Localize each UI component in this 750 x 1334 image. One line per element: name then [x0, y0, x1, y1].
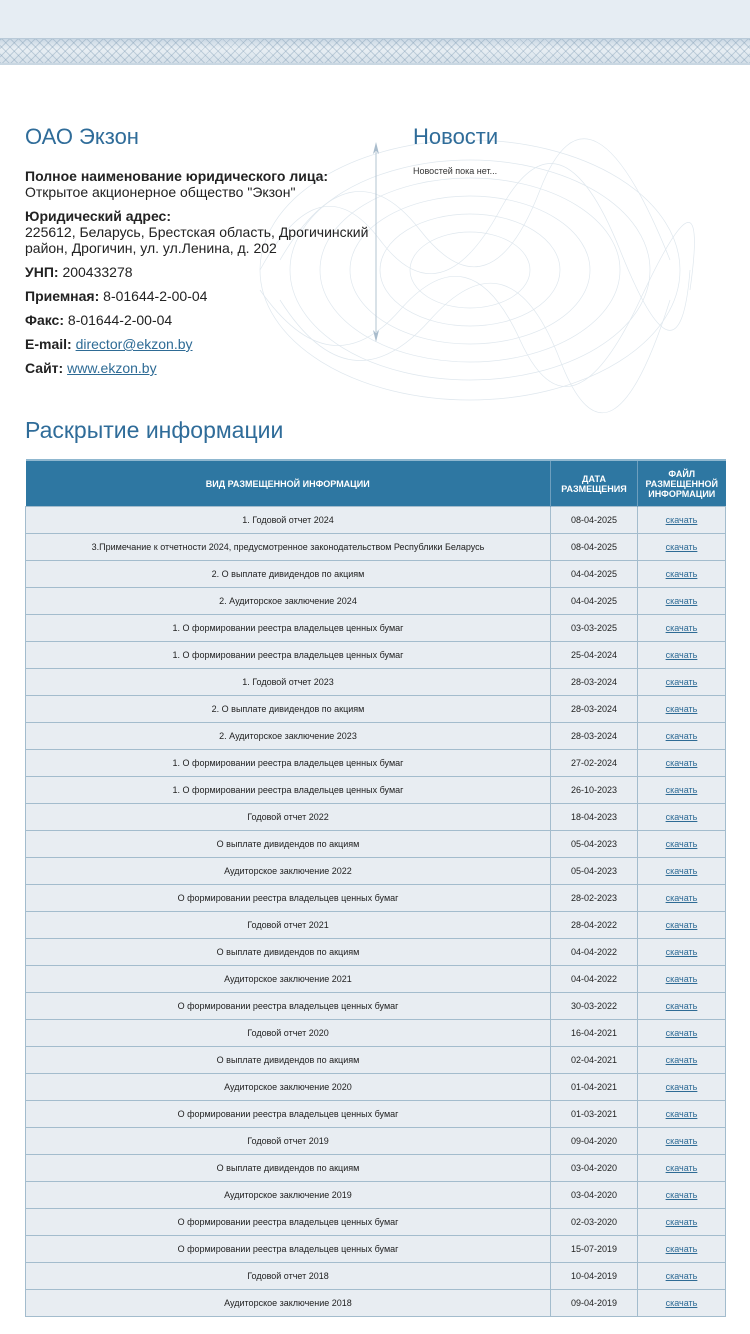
row-date: 08-04-2025 — [551, 534, 638, 561]
table-row — [26, 1236, 726, 1263]
site-field — [25, 360, 375, 376]
download-link[interactable]: скачать — [665, 1190, 698, 1200]
row-file-cell — [638, 993, 726, 1020]
table-row — [26, 696, 726, 723]
download-link[interactable]: скачать — [665, 1001, 698, 1011]
row-date: 04-04-2025 — [551, 588, 638, 615]
row-file-cell — [638, 1047, 726, 1074]
row-date: 26-10-2023 — [551, 777, 638, 804]
row-title: Годовой отчет 2021 — [26, 912, 551, 939]
row-date: 10-04-2019 — [551, 1263, 638, 1290]
table-row — [26, 966, 726, 993]
row-date: 28-03-2024 — [551, 723, 638, 750]
download-link[interactable]: скачать — [665, 704, 698, 714]
table-row — [26, 534, 726, 561]
news-empty-text: Новостей пока нет... — [413, 166, 498, 176]
download-link[interactable]: скачать — [665, 1109, 698, 1119]
reception-field — [25, 288, 375, 304]
table-row — [26, 885, 726, 912]
disclosure-table — [25, 459, 726, 1317]
row-date: 03-03-2025 — [551, 615, 638, 642]
table-row — [26, 507, 726, 534]
row-file-cell — [638, 831, 726, 858]
row-title: Аудиторское заключение 2018 — [26, 1290, 551, 1317]
download-link[interactable]: скачать — [665, 947, 698, 957]
row-date: 09-04-2020 — [551, 1128, 638, 1155]
row-file-cell — [638, 1128, 726, 1155]
download-link[interactable]: скачать — [665, 1028, 698, 1038]
row-file-cell — [638, 588, 726, 615]
row-date: 27-02-2024 — [551, 750, 638, 777]
row-date: 15-07-2019 — [551, 1236, 638, 1263]
table-row — [26, 642, 726, 669]
row-title: 2. Аудиторское заключение 2023 — [26, 723, 551, 750]
table-row — [26, 1020, 726, 1047]
row-title: 1. Годовой отчет 2024 — [26, 507, 551, 534]
fax-label: Факс: — [25, 312, 65, 328]
full-name-field — [25, 168, 375, 200]
row-file-cell — [638, 1290, 726, 1317]
row-date: 16-04-2021 — [551, 1020, 638, 1047]
row-file-cell — [638, 642, 726, 669]
divider-ornament-icon — [368, 142, 384, 342]
row-date: 28-03-2024 — [551, 669, 638, 696]
row-file-cell — [638, 1101, 726, 1128]
table-row — [26, 1128, 726, 1155]
table-row — [26, 912, 726, 939]
row-date: 28-02-2023 — [551, 885, 638, 912]
row-file-cell — [638, 939, 726, 966]
row-date: 28-04-2022 — [551, 912, 638, 939]
row-title: Годовой отчет 2022 — [26, 804, 551, 831]
row-title: Аудиторское заключение 2021 — [26, 966, 551, 993]
table-row — [26, 669, 726, 696]
row-file-cell — [638, 885, 726, 912]
download-link[interactable]: скачать — [665, 839, 698, 849]
row-date: 01-04-2021 — [551, 1074, 638, 1101]
row-date: 05-04-2023 — [551, 858, 638, 885]
row-date: 08-04-2025 — [551, 507, 638, 534]
disclosure-title: Раскрытие информации — [25, 417, 284, 443]
table-row — [26, 858, 726, 885]
fax-value: 8-01644-2-00-04 — [67, 312, 173, 328]
header-date: ДАТА РАЗМЕЩЕНИЯ — [551, 460, 638, 507]
table-row — [26, 1263, 726, 1290]
download-link[interactable]: скачать — [665, 893, 698, 903]
row-date: 28-03-2024 — [551, 696, 638, 723]
header-type: ВИД РАЗМЕЩЕННОЙ ИНФОРМАЦИИ — [26, 460, 551, 507]
download-link[interactable]: скачать — [665, 515, 698, 525]
full-name-value: Открытое акционерное общество "Экзон" — [25, 184, 296, 200]
row-file-cell — [638, 1182, 726, 1209]
download-link[interactable]: скачать — [665, 1298, 698, 1308]
row-title: 1. О формировании реестра владельцев ценных бумаг — [26, 642, 551, 669]
row-date: 04-04-2022 — [551, 966, 638, 993]
row-title: О формировании реестра владельцев ценных бумаг — [26, 993, 551, 1020]
decorative-border — [0, 38, 750, 65]
row-date: 04-04-2025 — [551, 561, 638, 588]
row-title: О формировании реестра владельцев ценных бумаг — [26, 885, 551, 912]
table-row — [26, 804, 726, 831]
row-file-cell — [638, 561, 726, 588]
row-file-cell — [638, 615, 726, 642]
fax-field — [25, 312, 375, 328]
row-title: 1. О формировании реестра владельцев ценных бумаг — [26, 777, 551, 804]
row-file-cell — [638, 912, 726, 939]
row-date: 02-03-2020 — [551, 1209, 638, 1236]
table-row — [26, 1047, 726, 1074]
full-name-label: Полное наименование юридического лица: — [25, 168, 329, 184]
row-date: 01-03-2021 — [551, 1101, 638, 1128]
row-date: 18-04-2023 — [551, 804, 638, 831]
download-link[interactable]: скачать — [665, 1163, 698, 1173]
row-title: Аудиторское заключение 2022 — [26, 858, 551, 885]
download-link[interactable]: скачать — [665, 677, 698, 687]
table-body — [26, 507, 726, 1317]
table-row — [26, 993, 726, 1020]
row-file-cell — [638, 858, 726, 885]
email-field — [25, 336, 375, 352]
row-title: Годовой отчет 2019 — [26, 1128, 551, 1155]
row-title: 1. О формировании реестра владельцев ценных бумаг — [26, 615, 551, 642]
row-file-cell — [638, 1074, 726, 1101]
row-date: 30-03-2022 — [551, 993, 638, 1020]
download-link[interactable]: скачать — [665, 650, 698, 660]
unp-label: УНП: — [25, 264, 59, 280]
row-file-cell — [638, 723, 726, 750]
table-row — [26, 831, 726, 858]
download-link[interactable]: скачать — [665, 596, 698, 606]
row-title: 1. О формировании реестра владельцев ценных бумаг — [26, 750, 551, 777]
row-title: О формировании реестра владельцев ценных бумаг — [26, 1101, 551, 1128]
site-label: Сайт: — [25, 360, 64, 376]
row-title: Аудиторское заключение 2019 — [26, 1182, 551, 1209]
table-row — [26, 723, 726, 750]
row-file-cell — [638, 1020, 726, 1047]
download-link[interactable]: скачать — [665, 1082, 698, 1092]
table-row — [26, 1155, 726, 1182]
row-title: О выплате дивидендов по акциям — [26, 1047, 551, 1074]
row-date: 05-04-2023 — [551, 831, 638, 858]
row-date: 02-04-2021 — [551, 1047, 638, 1074]
table-row — [26, 588, 726, 615]
header-file: ФАЙЛ РАЗМЕЩЕННОЙ ИНФОРМАЦИИ — [638, 460, 726, 507]
row-title: О формировании реестра владельцев ценных бумаг — [26, 1209, 551, 1236]
company-info — [25, 122, 375, 384]
download-link[interactable]: скачать — [665, 1244, 698, 1254]
download-link[interactable]: скачать — [665, 623, 698, 633]
table-row — [26, 777, 726, 804]
download-link[interactable]: скачать — [665, 785, 698, 795]
table-row — [26, 1074, 726, 1101]
row-file-cell — [638, 966, 726, 993]
reception-label: Приемная: — [25, 288, 100, 304]
row-file-cell — [638, 804, 726, 831]
reception-value: 8-01644-2-00-04 — [103, 288, 208, 304]
unp-field — [25, 264, 375, 280]
unp-value: 200433278 — [62, 264, 133, 280]
disclosure-table-wrap — [25, 459, 725, 1317]
download-link[interactable]: скачать — [665, 1217, 698, 1227]
news-title: Новости — [413, 124, 499, 149]
download-link[interactable]: скачать — [665, 758, 698, 768]
table-row — [26, 1290, 726, 1317]
table-row — [26, 1209, 726, 1236]
row-file-cell — [638, 669, 726, 696]
email-link[interactable]: director@ekzon.by — [75, 336, 193, 352]
download-link[interactable]: скачать — [665, 1136, 698, 1146]
download-link[interactable]: скачать — [665, 569, 698, 579]
row-date: 03-04-2020 — [551, 1182, 638, 1209]
row-file-cell — [638, 1209, 726, 1236]
row-file-cell — [638, 777, 726, 804]
row-file-cell — [638, 534, 726, 561]
address-value: 225612, Беларусь, Брестская область, Дрогичинский район, Дрогичин, ул. ул.Ленина, д. 202 — [25, 224, 369, 256]
site-link[interactable]: www.ekzon.by — [67, 360, 157, 376]
email-label: E-mail: — [25, 336, 72, 352]
address-label: Юридический адрес: — [25, 208, 171, 224]
row-file-cell — [638, 1236, 726, 1263]
table-row — [26, 1101, 726, 1128]
row-title: О выплате дивидендов по акциям — [26, 1155, 551, 1182]
row-title: 3.Примечание к отчетности 2024, предусмотренное законодательством Республики Беларусь — [26, 534, 551, 561]
row-date: 09-04-2019 — [551, 1290, 638, 1317]
row-date: 04-04-2022 — [551, 939, 638, 966]
download-link[interactable]: скачать — [665, 812, 698, 822]
company-name: ОАО Экзон — [25, 124, 139, 149]
table-header-row — [26, 460, 726, 507]
row-file-cell — [638, 696, 726, 723]
download-link[interactable]: скачать — [665, 1271, 698, 1281]
row-title: 2. Аудиторское заключение 2024 — [26, 588, 551, 615]
news-section — [413, 122, 733, 176]
top-bar — [0, 0, 750, 38]
row-file-cell — [638, 1263, 726, 1290]
download-link[interactable]: скачать — [665, 866, 698, 876]
address-field — [25, 208, 375, 256]
row-title: Аудиторское заключение 2020 — [26, 1074, 551, 1101]
row-title: О выплате дивидендов по акциям — [26, 831, 551, 858]
row-title: 2. О выплате дивидендов по акциям — [26, 561, 551, 588]
table-row — [26, 561, 726, 588]
download-link[interactable]: скачать — [665, 731, 698, 741]
row-file-cell — [638, 750, 726, 777]
row-title: 2. О выплате дивидендов по акциям — [26, 696, 551, 723]
row-title: Годовой отчет 2020 — [26, 1020, 551, 1047]
row-file-cell — [638, 1155, 726, 1182]
row-title: 1. Годовой отчет 2023 — [26, 669, 551, 696]
download-link[interactable]: скачать — [665, 920, 698, 930]
row-date: 25-04-2024 — [551, 642, 638, 669]
table-row — [26, 939, 726, 966]
download-link[interactable]: скачать — [665, 542, 698, 552]
download-link[interactable]: скачать — [665, 1055, 698, 1065]
row-title: О формировании реестра владельцев ценных бумаг — [26, 1236, 551, 1263]
table-row — [26, 750, 726, 777]
table-row — [26, 1182, 726, 1209]
download-link[interactable]: скачать — [665, 974, 698, 984]
row-file-cell — [638, 507, 726, 534]
row-date: 03-04-2020 — [551, 1155, 638, 1182]
row-title: О выплате дивидендов по акциям — [26, 939, 551, 966]
row-title: Годовой отчет 2018 — [26, 1263, 551, 1290]
table-row — [26, 615, 726, 642]
